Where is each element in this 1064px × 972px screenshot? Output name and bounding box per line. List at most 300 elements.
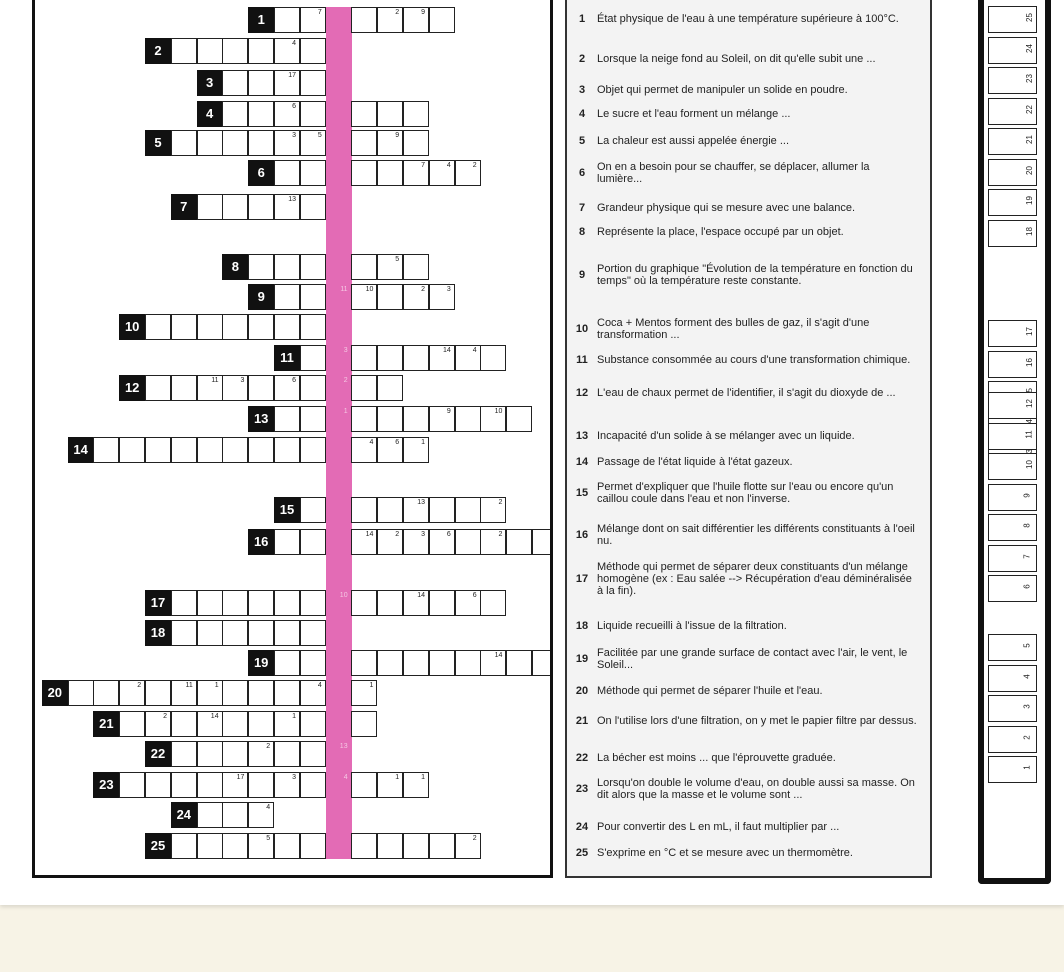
crossword-panel <box>32 0 553 878</box>
crossword-cell[interactable] <box>248 590 274 616</box>
crossword-cell[interactable] <box>300 680 326 706</box>
crossword-cell[interactable] <box>480 529 506 555</box>
cell-letter-number: 4 <box>343 774 348 781</box>
crossword-cell[interactable] <box>274 7 300 33</box>
crossword-cell[interactable] <box>222 833 248 859</box>
crossword-cell[interactable] <box>171 375 197 401</box>
clue-text: La chaleur est aussi appelée énergie ... <box>597 135 790 147</box>
crossword-cell[interactable] <box>326 70 352 96</box>
crossword-cell[interactable] <box>274 194 300 220</box>
cell-letter-number: 6 <box>446 531 451 538</box>
row-number-23: 23 <box>93 772 119 798</box>
crossword-cell[interactable] <box>403 772 429 798</box>
crossword-cell[interactable] <box>455 160 481 186</box>
cell-letter-number: 14 <box>210 713 219 720</box>
crossword-cell[interactable] <box>326 497 352 523</box>
crossword-cell[interactable] <box>171 741 197 767</box>
crossword-cell[interactable] <box>274 437 300 463</box>
clue-text: Passage de l'état liquide à l'état gazeux. <box>597 456 793 468</box>
crossword-cell[interactable] <box>300 529 326 555</box>
crossword-cell[interactable] <box>248 375 274 401</box>
crossword-cell[interactable] <box>171 38 197 64</box>
crossword-cell[interactable] <box>326 772 352 798</box>
crossword-cell[interactable] <box>197 590 223 616</box>
crossword-cell[interactable] <box>455 529 481 555</box>
crossword-cell[interactable] <box>403 497 429 523</box>
crossword-cell[interactable] <box>455 590 481 616</box>
crossword-cell[interactable] <box>197 680 223 706</box>
row-number-9: 9 <box>248 284 274 310</box>
answer-box[interactable] <box>988 575 1037 602</box>
crossword-cell[interactable] <box>197 802 223 828</box>
crossword-cell[interactable] <box>351 101 377 127</box>
crossword-cell[interactable] <box>377 406 403 432</box>
cell-letter-number: 11 <box>211 377 219 384</box>
crossword-cell[interactable] <box>197 38 223 64</box>
crossword-cell[interactable] <box>403 406 429 432</box>
crossword-cell[interactable] <box>300 772 326 798</box>
crossword-cell[interactable] <box>222 375 248 401</box>
crossword-cell[interactable] <box>429 529 455 555</box>
crossword-cell[interactable] <box>403 833 429 859</box>
crossword-cell[interactable] <box>197 620 223 646</box>
crossword-cell[interactable] <box>171 772 197 798</box>
crossword-cell[interactable] <box>274 284 300 310</box>
crossword-cell[interactable] <box>248 437 274 463</box>
crossword-cell[interactable] <box>274 833 300 859</box>
crossword-cell[interactable] <box>222 590 248 616</box>
crossword-cell[interactable] <box>300 254 326 280</box>
clue-number: 20 <box>575 685 589 697</box>
crossword-cell[interactable] <box>351 590 377 616</box>
crossword-cell[interactable] <box>377 130 403 156</box>
crossword-cell[interactable] <box>403 590 429 616</box>
crossword-cell[interactable] <box>274 314 300 340</box>
crossword-cell[interactable] <box>222 38 248 64</box>
crossword-cell[interactable] <box>145 711 171 737</box>
crossword-cell[interactable] <box>197 130 223 156</box>
row-number-13: 13 <box>248 406 274 432</box>
cell-letter-number: 5 <box>395 256 400 263</box>
crossword-cell[interactable] <box>274 38 300 64</box>
crossword-cell[interactable] <box>429 284 455 310</box>
crossword-cell[interactable] <box>274 529 300 555</box>
answer-box-number: 17 <box>1024 327 1034 336</box>
answer-box-number: 9 <box>1022 492 1032 498</box>
crossword-cell[interactable] <box>222 130 248 156</box>
crossword-cell[interactable] <box>326 314 352 340</box>
crossword-cell[interactable] <box>506 650 532 676</box>
crossword-cell[interactable] <box>326 7 352 33</box>
crossword-cell[interactable] <box>403 254 429 280</box>
crossword-cell[interactable] <box>326 406 352 432</box>
clue-text: Lorsque la neige fond au Soleil, on dit qu'elle subit une ... <box>597 53 876 65</box>
answer-box-number: 25 <box>1024 13 1034 22</box>
crossword-cell[interactable] <box>377 7 403 33</box>
clue-number: 3 <box>578 84 586 96</box>
clue-number: 14 <box>575 456 589 468</box>
crossword-cell[interactable] <box>197 741 223 767</box>
crossword-cell[interactable] <box>377 833 403 859</box>
row-number-14: 14 <box>68 437 94 463</box>
crossword-cell[interactable] <box>300 101 326 127</box>
crossword-cell[interactable] <box>222 741 248 767</box>
crossword-cell[interactable] <box>351 833 377 859</box>
crossword-cell[interactable] <box>455 833 481 859</box>
crossword-cell[interactable] <box>222 680 248 706</box>
cell-letter-number: 4 <box>446 162 451 169</box>
crossword-cell[interactable] <box>171 711 197 737</box>
answer-box-number: 24 <box>1024 43 1034 53</box>
crossword-cell[interactable] <box>248 254 274 280</box>
crossword-cell[interactable] <box>480 590 506 616</box>
crossword-cell[interactable] <box>326 650 352 676</box>
answer-box[interactable] <box>988 320 1037 347</box>
crossword-cell[interactable] <box>300 590 326 616</box>
crossword-cell[interactable] <box>248 130 274 156</box>
crossword-cell[interactable] <box>377 772 403 798</box>
crossword-cell[interactable] <box>300 130 326 156</box>
crossword-cell[interactable] <box>171 833 197 859</box>
answer-box-number: 7 <box>1022 553 1032 559</box>
crossword-cell[interactable] <box>300 284 326 310</box>
crossword-cell[interactable] <box>326 620 352 646</box>
crossword-cell[interactable] <box>197 833 223 859</box>
crossword-cell[interactable] <box>403 650 429 676</box>
cell-letter-number: 7 <box>421 162 425 169</box>
crossword-cell[interactable] <box>326 437 352 463</box>
crossword-cell[interactable] <box>532 650 553 676</box>
crossword-cell[interactable] <box>377 345 403 371</box>
crossword-cell[interactable] <box>248 833 274 859</box>
crossword-cell[interactable] <box>403 130 429 156</box>
crossword-cell[interactable] <box>326 680 352 706</box>
cell-letter-number: 1 <box>214 682 219 689</box>
crossword-cell[interactable] <box>197 375 223 401</box>
clue-item <box>567 843 927 863</box>
answer-box[interactable] <box>988 128 1037 155</box>
crossword-cell[interactable] <box>506 529 532 555</box>
crossword-cell[interactable] <box>248 741 274 767</box>
clue-text: Portion du graphique "Évolution de la température en fonction du temps" où la température reste constante. <box>597 263 913 287</box>
answer-box[interactable] <box>988 98 1037 125</box>
clue-text: Objet qui permet de manipuler un solide en poudre. <box>597 84 848 96</box>
clue-text: Coca + Mentos forment des bulles de gaz, il s'agit d'une transformation ... <box>597 317 870 341</box>
clue-number: 1 <box>578 13 586 25</box>
crossword-cell[interactable] <box>429 345 455 371</box>
crossword-cell[interactable] <box>274 680 300 706</box>
crossword-cell[interactable] <box>403 160 429 186</box>
answer-box-number: 22 <box>1024 104 1034 114</box>
crossword-cell[interactable] <box>274 375 300 401</box>
crossword-cell[interactable] <box>403 529 429 555</box>
crossword-cell[interactable] <box>532 529 553 555</box>
answer-box[interactable] <box>988 423 1037 450</box>
crossword-cell[interactable] <box>119 711 145 737</box>
crossword-cell[interactable] <box>222 101 248 127</box>
crossword-cell[interactable] <box>326 160 352 186</box>
cell-letter-number: 2 <box>266 743 271 750</box>
crossword-cell[interactable] <box>377 650 403 676</box>
crossword-cell[interactable] <box>274 130 300 156</box>
crossword-cell[interactable] <box>222 70 248 96</box>
crossword-cell[interactable] <box>403 101 429 127</box>
crossword-cell[interactable] <box>326 711 352 737</box>
crossword-cell[interactable] <box>403 7 429 33</box>
crossword-cell[interactable] <box>119 680 145 706</box>
crossword-cell[interactable] <box>326 345 352 371</box>
crossword-cell[interactable] <box>300 194 326 220</box>
crossword-cell[interactable] <box>377 160 403 186</box>
crossword-cell[interactable] <box>222 314 248 340</box>
crossword-cell[interactable] <box>326 590 352 616</box>
row-number-2: 2 <box>145 38 171 64</box>
crossword-cell[interactable] <box>377 284 403 310</box>
crossword-cell[interactable] <box>222 711 248 737</box>
row-number-6: 6 <box>248 160 274 186</box>
cell-letter-number: 3 <box>343 347 348 354</box>
answer-box[interactable] <box>988 37 1037 64</box>
crossword-cell[interactable] <box>429 833 455 859</box>
crossword-cell[interactable] <box>377 254 403 280</box>
answer-box[interactable] <box>988 392 1037 419</box>
crossword-cell[interactable] <box>300 314 326 340</box>
crossword-cell[interactable] <box>145 772 171 798</box>
crossword-cell[interactable] <box>429 406 455 432</box>
crossword-cell[interactable] <box>274 254 300 280</box>
crossword-cell[interactable] <box>300 345 326 371</box>
crossword-cell[interactable] <box>351 284 377 310</box>
crossword-cell[interactable] <box>455 497 481 523</box>
answer-box[interactable] <box>988 6 1037 33</box>
crossword-cell[interactable] <box>351 375 377 401</box>
crossword-cell[interactable] <box>274 70 300 96</box>
crossword-cell[interactable] <box>351 7 377 33</box>
crossword-cell[interactable] <box>197 437 223 463</box>
clue-text: Grandeur physique qui se mesure avec une balance. <box>597 202 856 214</box>
crossword-cell[interactable] <box>248 711 274 737</box>
answer-box[interactable] <box>988 545 1037 572</box>
crossword-cell[interactable] <box>248 101 274 127</box>
crossword-cell[interactable] <box>429 497 455 523</box>
answer-box[interactable] <box>988 453 1037 480</box>
crossword-cell[interactable] <box>351 160 377 186</box>
crossword-cell[interactable] <box>377 497 403 523</box>
clue-number: 24 <box>575 821 589 833</box>
answer-box[interactable] <box>988 695 1037 722</box>
crossword-cell[interactable] <box>248 680 274 706</box>
crossword-cell[interactable] <box>403 284 429 310</box>
crossword-cell[interactable] <box>455 345 481 371</box>
crossword-cell[interactable] <box>300 620 326 646</box>
crossword-cell[interactable] <box>300 406 326 432</box>
clue-item <box>567 4 927 34</box>
crossword-cell[interactable] <box>119 772 145 798</box>
crossword-cell[interactable] <box>351 680 377 706</box>
crossword-cell[interactable] <box>403 437 429 463</box>
crossword-cell[interactable] <box>248 70 274 96</box>
crossword-cell[interactable] <box>93 680 119 706</box>
crossword-cell[interactable] <box>274 650 300 676</box>
crossword-cell[interactable] <box>480 497 506 523</box>
crossword-cell[interactable] <box>480 650 506 676</box>
crossword-cell[interactable] <box>145 375 171 401</box>
crossword-cell[interactable] <box>171 590 197 616</box>
crossword-cell[interactable] <box>429 650 455 676</box>
crossword-cell[interactable] <box>222 437 248 463</box>
crossword-cell[interactable] <box>171 437 197 463</box>
crossword-cell[interactable] <box>274 620 300 646</box>
row-number-10: 10 <box>119 314 145 340</box>
clue-text: La bécher est moins ... que l'éprouvette graduée. <box>597 752 836 764</box>
crossword-cell[interactable] <box>197 772 223 798</box>
crossword-cell[interactable] <box>300 160 326 186</box>
crossword-cell[interactable] <box>300 437 326 463</box>
clue-item <box>567 452 927 472</box>
crossword-cell[interactable] <box>119 437 145 463</box>
answer-box[interactable] <box>988 220 1037 247</box>
clues-panel <box>565 0 932 878</box>
crossword-cell[interactable] <box>455 650 481 676</box>
crossword-cell[interactable] <box>326 375 352 401</box>
crossword-cell[interactable] <box>145 680 171 706</box>
crossword-cell[interactable] <box>300 833 326 859</box>
clue-text: Pour convertir des L en mL, il faut multiplier par ... <box>597 821 840 833</box>
crossword-cell[interactable] <box>68 680 94 706</box>
crossword-cell[interactable] <box>274 772 300 798</box>
crossword-cell[interactable] <box>171 130 197 156</box>
crossword-cell[interactable] <box>480 345 506 371</box>
answer-box[interactable] <box>988 514 1037 541</box>
crossword-cell[interactable] <box>326 741 352 767</box>
crossword-cell[interactable] <box>300 7 326 33</box>
crossword-cell[interactable] <box>403 345 429 371</box>
answer-box[interactable] <box>988 67 1037 94</box>
crossword-cell[interactable] <box>326 101 352 127</box>
crossword-cell[interactable] <box>300 375 326 401</box>
crossword-cell[interactable] <box>351 772 377 798</box>
answer-box[interactable] <box>988 756 1037 783</box>
crossword-cell[interactable] <box>377 529 403 555</box>
clue-number: 11 <box>576 354 588 366</box>
crossword-cell[interactable] <box>300 741 326 767</box>
crossword-cell[interactable] <box>351 497 377 523</box>
crossword-cell[interactable] <box>300 650 326 676</box>
crossword-cell[interactable] <box>300 38 326 64</box>
crossword-cell[interactable] <box>274 406 300 432</box>
clue-text: Lorsqu'on double le volume d'eau, on double aussi sa masse. On dit alors que la masse et le volume sont ... <box>597 777 915 801</box>
clue-item <box>567 748 927 768</box>
crossword-cell[interactable] <box>377 375 403 401</box>
answer-box[interactable] <box>988 634 1037 661</box>
cell-letter-number: 13 <box>288 196 296 203</box>
answer-box[interactable] <box>988 189 1037 216</box>
answer-box[interactable] <box>988 484 1037 511</box>
crossword-cell[interactable] <box>326 529 352 555</box>
clue-number: 19 <box>575 653 589 665</box>
crossword-cell[interactable] <box>351 529 377 555</box>
crossword-cell[interactable] <box>326 833 352 859</box>
clue-text: On l'utilise lors d'une filtration, on y met le papier filtre par dessus. <box>597 715 917 727</box>
clue-number: 7 <box>578 202 586 214</box>
crossword-cell[interactable] <box>326 130 352 156</box>
crossword-cell[interactable] <box>377 590 403 616</box>
crossword-cell[interactable] <box>300 711 326 737</box>
cell-letter-number: 4 <box>292 40 296 47</box>
crossword-cell[interactable] <box>377 101 403 127</box>
cell-letter-number: 14 <box>417 592 425 599</box>
crossword-cell[interactable] <box>145 314 171 340</box>
crossword-cell[interactable] <box>222 194 248 220</box>
crossword-cell[interactable] <box>248 38 274 64</box>
crossword-cell[interactable] <box>248 620 274 646</box>
crossword-cell[interactable] <box>351 345 377 371</box>
crossword-cell[interactable] <box>326 284 352 310</box>
crossword-cell[interactable] <box>300 497 326 523</box>
crossword-cell[interactable] <box>274 711 300 737</box>
crossword-cell[interactable] <box>171 680 197 706</box>
crossword-cell[interactable] <box>351 711 377 737</box>
crossword-cell[interactable] <box>222 772 248 798</box>
crossword-cell[interactable] <box>377 437 403 463</box>
clue-number: 4 <box>578 108 586 120</box>
crossword-cell[interactable] <box>197 314 223 340</box>
row-number-3: 3 <box>197 70 223 96</box>
crossword-cell[interactable] <box>222 802 248 828</box>
answer-box[interactable] <box>988 351 1037 378</box>
answer-box[interactable] <box>988 665 1037 692</box>
crossword-cell[interactable] <box>351 437 377 463</box>
crossword-cell[interactable] <box>274 741 300 767</box>
crossword-cell[interactable] <box>197 194 223 220</box>
crossword-cell[interactable] <box>274 160 300 186</box>
cell-letter-number: 3 <box>292 774 296 781</box>
crossword-cell[interactable] <box>197 711 223 737</box>
answer-box[interactable] <box>988 159 1037 186</box>
crossword-cell[interactable] <box>351 650 377 676</box>
crossword-cell[interactable] <box>171 620 197 646</box>
crossword-cell[interactable] <box>326 254 352 280</box>
crossword-cell[interactable] <box>455 406 481 432</box>
crossword-cell[interactable] <box>274 590 300 616</box>
crossword-cell[interactable] <box>429 7 455 33</box>
answer-box[interactable] <box>988 726 1037 753</box>
crossword-cell[interactable] <box>222 620 248 646</box>
answer-box-number: 10 <box>1024 460 1034 469</box>
crossword-cell[interactable] <box>171 314 197 340</box>
crossword-cell[interactable] <box>248 314 274 340</box>
crossword-cell[interactable] <box>248 194 274 220</box>
cell-letter-number: 9 <box>446 408 451 415</box>
answer-box-number: 20 <box>1024 165 1034 175</box>
cell-letter-number: 2 <box>472 835 477 842</box>
crossword-cell[interactable] <box>351 130 377 156</box>
crossword-cell[interactable] <box>93 437 119 463</box>
cell-letter-number: 4 <box>472 347 477 354</box>
crossword-grid <box>32 0 553 878</box>
crossword-cell[interactable] <box>506 406 532 432</box>
crossword-cell[interactable] <box>351 406 377 432</box>
crossword-cell[interactable] <box>248 772 274 798</box>
crossword-cell[interactable] <box>429 590 455 616</box>
crossword-cell[interactable] <box>351 254 377 280</box>
crossword-cell[interactable] <box>248 802 274 828</box>
crossword-cell[interactable] <box>429 160 455 186</box>
crossword-cell[interactable] <box>300 70 326 96</box>
crossword-cell[interactable] <box>480 406 506 432</box>
crossword-cell[interactable] <box>145 437 171 463</box>
crossword-cell[interactable] <box>274 101 300 127</box>
